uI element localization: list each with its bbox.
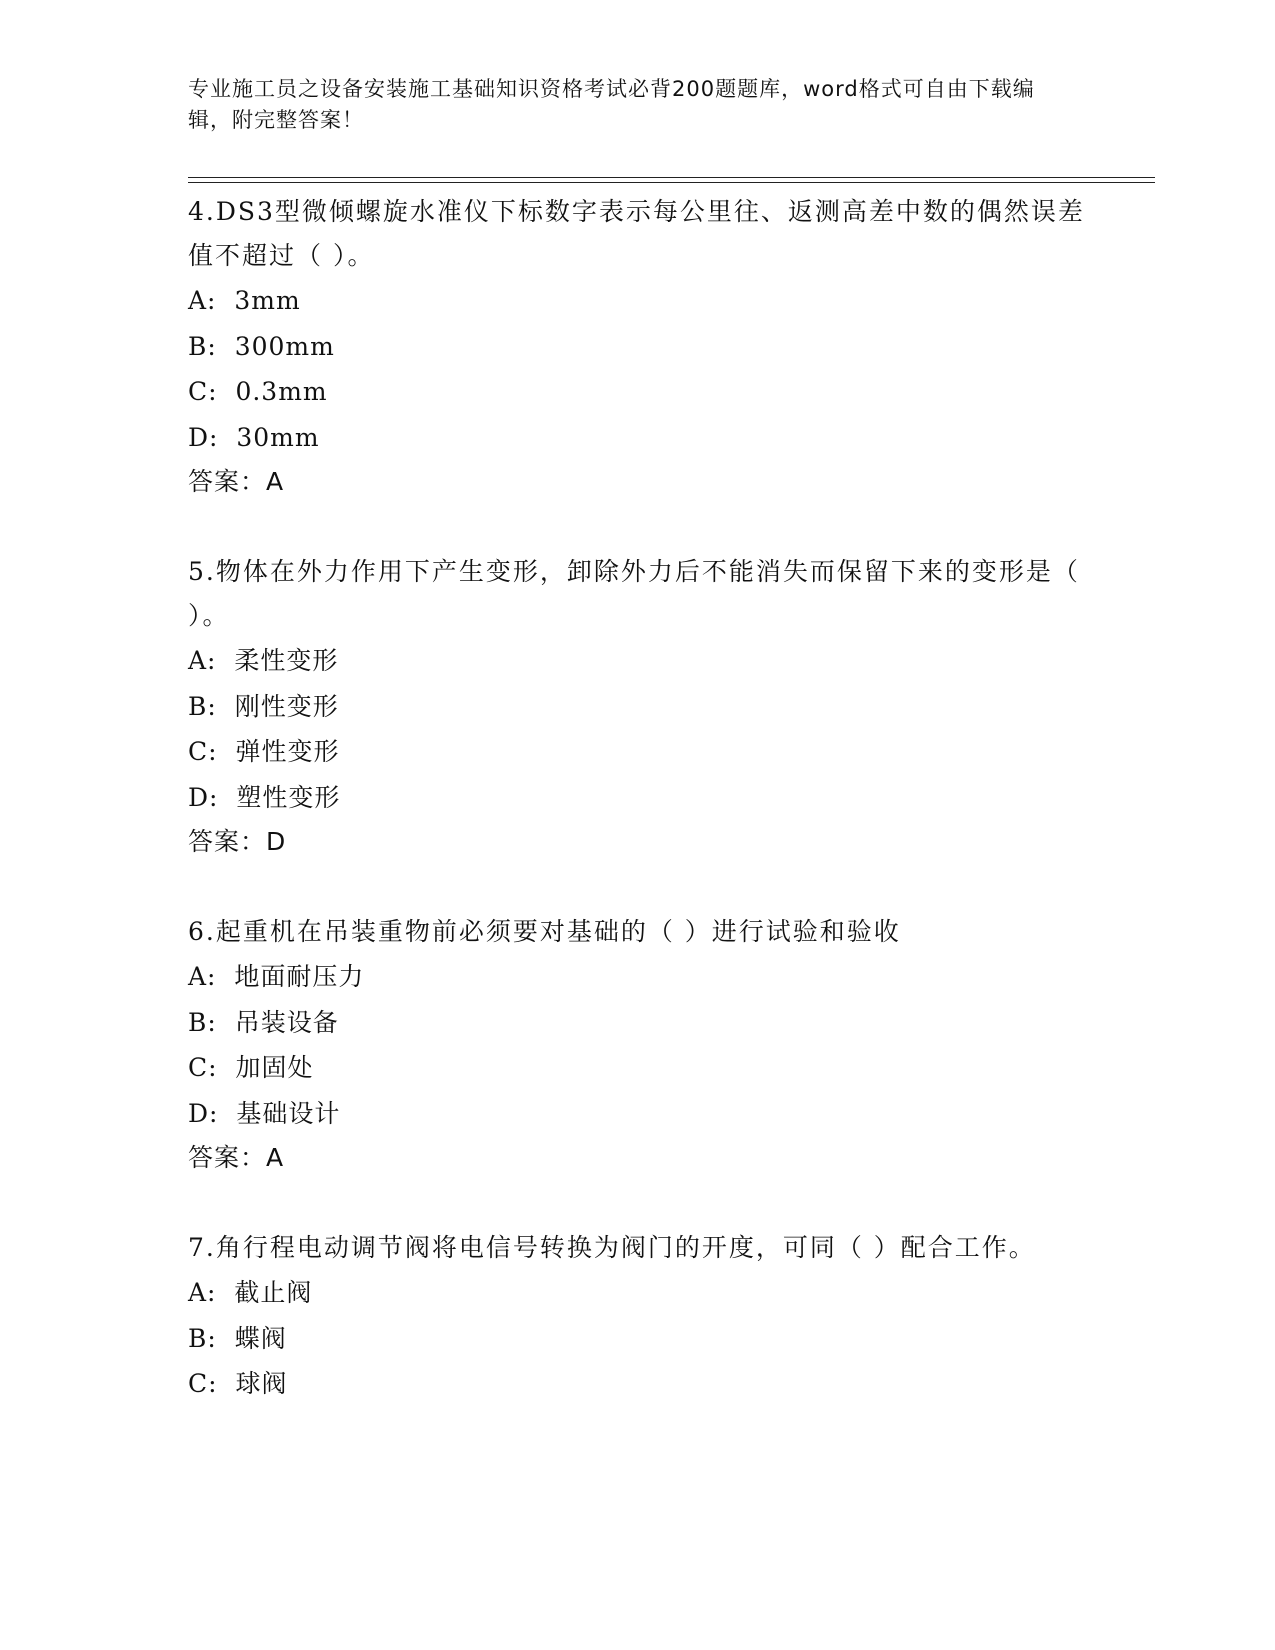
question-4 <box>188 190 1088 504</box>
header-rule-bottom <box>188 182 1155 183</box>
option-d: D: 基础设计 <box>188 1098 341 1128</box>
option-a: A: 地面耐压力 <box>188 962 365 991</box>
question-7 <box>188 1226 1088 1407</box>
answer-line: 答案：D <box>188 827 287 856</box>
question-text: 5.物体在外力作用下产生变形，卸除外力后不能消失而保留下来的变形是（ ）。 <box>188 557 1080 630</box>
answer-line: 答案：A <box>188 467 285 496</box>
option-b: B: 刚性变形 <box>188 691 339 721</box>
option-d: D: 30mm <box>188 422 320 452</box>
option-b: B: 300mm <box>188 331 335 361</box>
option-c: C: 0.3mm <box>188 377 328 406</box>
option-a: A: 3mm <box>188 286 301 315</box>
option-c: C: 弹性变形 <box>188 737 340 766</box>
option-a: A: 柔性变形 <box>188 646 339 675</box>
question-text: 6.起重机在吊装重物前必须要对基础的（ ）进行试验和验收 <box>188 917 901 946</box>
question-list <box>188 190 1088 1407</box>
option-c: C: 球阀 <box>188 1369 288 1398</box>
question-5 <box>188 550 1088 864</box>
answer-line: 答案：A <box>188 1143 285 1172</box>
option-b: B: 蝶阀 <box>188 1323 287 1353</box>
question-text: 7.角行程电动调节阀将电信号转换为阀门的开度，可同（ ）配合工作。 <box>188 1233 1036 1262</box>
header-rule-top <box>188 177 1155 178</box>
option-b: B: 吊装设备 <box>188 1007 339 1037</box>
option-c: C: 加固处 <box>188 1053 314 1082</box>
option-d: D: 塑性变形 <box>188 782 341 812</box>
document-title: 专业施工员之设备安装施工基础知识资格考试必背200题题库，word格式可自由下载编辑，附完整答案！ <box>188 77 1035 132</box>
option-a: A: 截止阀 <box>188 1278 313 1307</box>
question-text: 4.DS3型微倾螺旋水准仪下标数字表示每公里往、返测高差中数的偶然误差值不超过（ ）。 <box>188 197 1085 270</box>
question-6 <box>188 910 1088 1180</box>
